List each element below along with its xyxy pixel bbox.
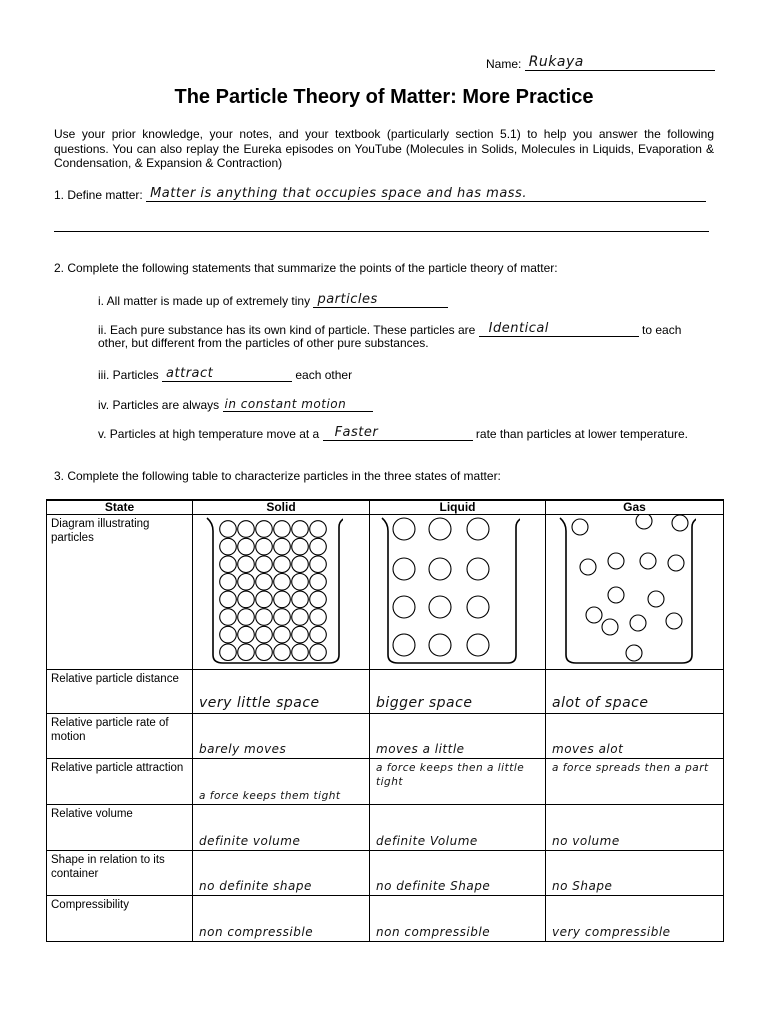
answer-line — [479, 321, 639, 337]
particle — [256, 609, 273, 626]
question-3-label: 3. Complete the following table to characterize particles in the three states of matter: — [54, 469, 501, 483]
statement-text-after: each other — [295, 368, 353, 382]
table-row — [47, 805, 724, 851]
particle — [238, 574, 255, 591]
particle — [292, 574, 309, 591]
solid-particles — [220, 521, 327, 661]
particle — [648, 591, 664, 607]
particle — [467, 518, 489, 540]
particle — [274, 538, 291, 555]
statement-ii — [98, 321, 718, 337]
diagram-row — [47, 515, 724, 670]
gas-diagram-cell — [546, 515, 724, 670]
particle — [292, 521, 309, 538]
statement-iv — [98, 396, 373, 412]
states-table — [46, 499, 724, 942]
solid-cell — [193, 896, 370, 942]
header-liquid: Liquid — [370, 500, 546, 515]
particle — [429, 558, 451, 580]
answer-text: very little space — [199, 695, 320, 711]
answer-text: a force keeps them tight — [199, 790, 341, 802]
solid-cell — [193, 670, 370, 714]
header-state: State — [47, 500, 193, 515]
answer-text: alot of space — [552, 695, 649, 711]
statement-text: i. All matter is made up of extremely tiny — [98, 294, 311, 308]
statement-i — [98, 292, 448, 308]
gas-particles — [572, 515, 688, 661]
particle — [310, 644, 327, 661]
particle — [274, 626, 291, 643]
answer-text: a force spreads then a part — [552, 762, 709, 774]
answer-text: barely moves — [199, 742, 287, 756]
particle — [666, 613, 682, 629]
particle — [572, 519, 588, 535]
particle — [393, 518, 415, 540]
particle — [608, 553, 624, 569]
particle — [310, 556, 327, 573]
particle — [393, 634, 415, 656]
particle — [256, 626, 273, 643]
table-row — [47, 759, 724, 805]
question-1 — [54, 186, 706, 202]
particle — [220, 644, 237, 661]
particle — [292, 609, 309, 626]
intro-paragraph: Use your prior knowledge, your notes, and your textbook (particularly section 5.1) to help you answer the following questions. You can also replay the Eureka episodes on YouTube (Molecules in Solids, Molecules in Liquids, Evaporation & Condensation, & Expansion & Contraction) — [54, 127, 714, 170]
question-1-answer: Matter is anything that occupies space and has mass. — [150, 186, 527, 201]
statement-answer: Faster — [334, 425, 379, 440]
beaker-outline — [560, 518, 696, 663]
gas-cell — [546, 670, 724, 714]
answer-text: no definite Shape — [376, 879, 491, 893]
statement-text-after: rate than particles at lower temperature. — [475, 427, 689, 441]
particle — [292, 556, 309, 573]
table-header-row — [47, 500, 724, 515]
particle — [310, 574, 327, 591]
particle — [467, 634, 489, 656]
gas-cell — [546, 714, 724, 759]
diagram-label: Diagram illustrating particles — [47, 515, 193, 670]
statement-text: v. Particles at high temperature move at a — [98, 427, 320, 441]
table-row — [47, 714, 724, 759]
particle — [310, 591, 327, 608]
answer-line — [162, 366, 292, 382]
solid-cell — [193, 805, 370, 851]
statement-text: ii. Each pure substance has its own kind of particle. These particles are — [98, 323, 476, 337]
particle — [292, 626, 309, 643]
particle — [429, 596, 451, 618]
question-1-label: 1. Define matter: — [54, 188, 143, 202]
particle — [467, 558, 489, 580]
liquid-cell — [370, 714, 546, 759]
statement-answer: in constant motion — [224, 397, 347, 411]
gas-cell — [546, 805, 724, 851]
particle — [292, 538, 309, 555]
row-label: Relative particle rate of motion — [47, 714, 193, 759]
particle — [238, 644, 255, 661]
particle — [626, 645, 642, 661]
particle — [256, 591, 273, 608]
statement-v — [98, 425, 688, 441]
particle — [640, 553, 656, 569]
particle — [274, 521, 291, 538]
liquid-cell — [370, 896, 546, 942]
solid-cell — [193, 759, 370, 805]
particle — [274, 609, 291, 626]
particle — [310, 521, 327, 538]
answer-line-extra — [54, 231, 709, 232]
answer-text: moves alot — [552, 742, 624, 756]
gas-cell — [546, 896, 724, 942]
particle — [292, 644, 309, 661]
particle — [256, 574, 273, 591]
answer-line — [223, 396, 373, 412]
name-field — [486, 55, 715, 71]
liquid-cell — [370, 805, 546, 851]
answer-text: bigger space — [376, 695, 473, 711]
particle — [220, 521, 237, 538]
particle — [586, 607, 602, 623]
particle — [238, 591, 255, 608]
particle — [238, 626, 255, 643]
particle — [220, 626, 237, 643]
answer-text: definite volume — [199, 834, 301, 848]
particle — [630, 615, 646, 631]
statement-answer: particles — [317, 292, 378, 307]
answer-text: definite Volume — [376, 834, 478, 848]
row-label: Shape in relation to its container — [47, 851, 193, 896]
row-label: Relative particle attraction — [47, 759, 193, 805]
answer-text: no definite shape — [199, 879, 312, 893]
particle — [274, 574, 291, 591]
name-label: Name: — [486, 57, 522, 71]
row-label: Compressibility — [47, 896, 193, 942]
gas-cell — [546, 851, 724, 896]
answer-text: non compressible — [376, 925, 491, 939]
name-value: Rukaya — [528, 54, 584, 70]
particle — [292, 591, 309, 608]
answer-text: no volume — [552, 834, 620, 848]
answer-text: very compressible — [552, 925, 671, 939]
liquid-particles — [393, 518, 489, 656]
answer-line — [323, 425, 473, 441]
liquid-diagram-cell — [370, 515, 546, 670]
table-row — [47, 670, 724, 714]
question-2-label: 2. Complete the following statements that summarize the points of the particle theory of matter: — [54, 261, 558, 275]
particle — [238, 609, 255, 626]
solid-cell — [193, 851, 370, 896]
table-row — [47, 851, 724, 896]
particle — [393, 596, 415, 618]
particle — [238, 521, 255, 538]
particle — [220, 574, 237, 591]
statement-text: iv. Particles are always — [98, 398, 220, 412]
particle — [668, 555, 684, 571]
particle — [220, 591, 237, 608]
particle — [238, 538, 255, 555]
liquid-cell — [370, 759, 546, 805]
gas-cell — [546, 759, 724, 805]
statement-answer: Identical — [488, 321, 549, 336]
table-row — [47, 896, 724, 942]
answer-line — [313, 292, 448, 308]
particle — [636, 515, 652, 529]
solid-beaker-diagram — [193, 515, 343, 667]
gas-beaker-diagram — [546, 515, 696, 667]
row-label: Relative particle distance — [47, 670, 193, 714]
row-label: Relative volume — [47, 805, 193, 851]
particle — [310, 538, 327, 555]
particle — [238, 556, 255, 573]
particle — [310, 609, 327, 626]
particle — [580, 559, 596, 575]
particle — [672, 515, 688, 531]
page-title: The Particle Theory of Matter: More Practice — [174, 86, 594, 108]
particle — [220, 609, 237, 626]
particle — [256, 521, 273, 538]
particle — [602, 619, 618, 635]
answer-line — [146, 186, 706, 202]
particle — [256, 538, 273, 555]
header-gas: Gas — [546, 500, 724, 515]
particle — [274, 591, 291, 608]
particle — [220, 538, 237, 555]
particle — [256, 556, 273, 573]
particle — [608, 587, 624, 603]
answer-text: a force keeps then a little tight — [376, 762, 525, 788]
particle — [220, 556, 237, 573]
solid-cell — [193, 714, 370, 759]
liquid-cell — [370, 851, 546, 896]
particle — [467, 596, 489, 618]
statement-answer: attract — [166, 366, 214, 381]
statement-text-after: to each — [642, 323, 682, 337]
answer-text: non compressible — [199, 925, 314, 939]
liquid-cell — [370, 670, 546, 714]
statement-iii — [98, 366, 352, 382]
particle — [274, 644, 291, 661]
particle — [429, 634, 451, 656]
particle — [393, 558, 415, 580]
statement-ii-line2: other, but different from the particles of other pure substances. — [98, 336, 429, 350]
answer-text: moves a little — [376, 742, 465, 756]
solid-diagram-cell — [193, 515, 370, 670]
answer-text: no Shape — [552, 879, 613, 893]
name-line — [525, 55, 715, 71]
particle — [429, 518, 451, 540]
header-solid: Solid — [193, 500, 370, 515]
particle — [256, 644, 273, 661]
particle — [310, 626, 327, 643]
particle — [274, 556, 291, 573]
liquid-beaker-diagram — [370, 515, 520, 667]
statement-text: iii. Particles — [98, 368, 159, 382]
